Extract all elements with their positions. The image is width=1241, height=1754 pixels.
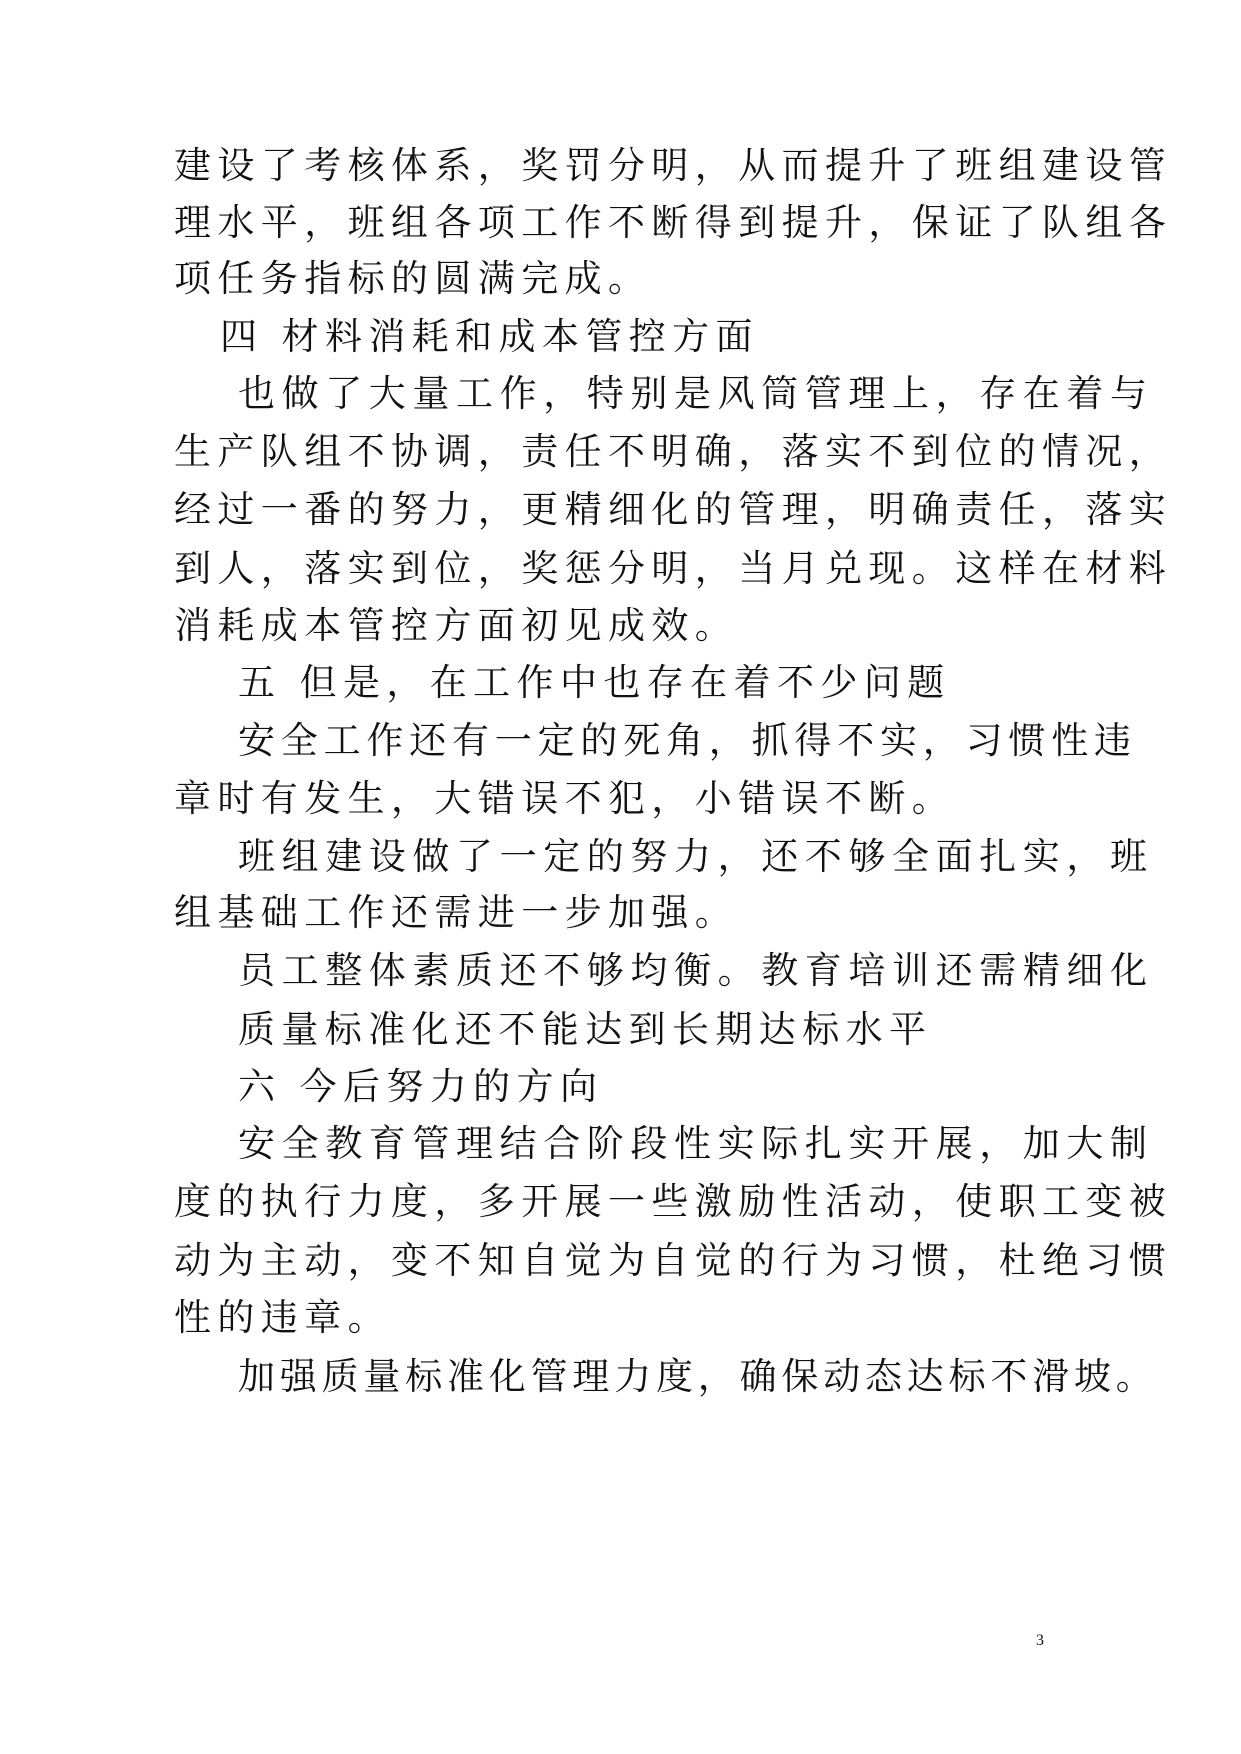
- text-line: 质量标准化还不能达到长期达标水平: [238, 1008, 933, 1051]
- text-line: 项任务指标的圆满完成。: [174, 257, 652, 300]
- text-line: 安全教育管理结合阶段性实际扎实开展，加大制: [238, 1122, 1154, 1165]
- text-line: 理水平，班组各项工作不断得到提升，保证了队组各: [174, 201, 1173, 244]
- section-heading: 六 今后努力的方向: [238, 1065, 604, 1108]
- text-line: 经过一番的努力，更精细化的管理，明确责任，落实: [174, 488, 1173, 531]
- text-line: 建设了考核体系，奖罚分明，从而提升了班组建设管: [174, 144, 1173, 187]
- text-line: 性的违章。: [174, 1296, 391, 1339]
- text-line: 组基础工作还需进一步加强。: [174, 891, 739, 934]
- text-line: 到人，落实到位，奖惩分明，当月兑现。这样在材料: [174, 547, 1173, 590]
- text-line: 也做了大量工作，特别是风筒管理上，存在着与: [238, 372, 1154, 415]
- text-line: 生产队组不协调，责任不明确，落实不到位的情况，: [174, 430, 1173, 473]
- section-heading: 四 材料消耗和成本管控方面: [220, 315, 759, 358]
- page-number: 3: [1036, 1632, 1044, 1649]
- text-line: 安全工作还有一定的死角，抓得不实，习惯性违: [238, 719, 1137, 762]
- text-line: 加强质量标准化管理力度，确保动态达标不滑坡。: [238, 1355, 1158, 1398]
- text-line: 章时有发生，大错误不犯，小错误不断。: [174, 777, 956, 820]
- text-line: 动为主动，变不知自觉为自觉的行为习惯，杜绝习惯: [174, 1239, 1173, 1282]
- text-line: 班组建设做了一定的努力，还不够全面扎实，班: [238, 835, 1154, 878]
- text-line: 度的执行力度，多开展一些激励性活动，使职工变被: [174, 1180, 1173, 1223]
- text-line: 员工整体素质还不够均衡。教育培训还需精细化: [238, 949, 1154, 992]
- section-heading: 五 但是，在工作中也存在着不少问题: [238, 661, 951, 704]
- text-line: 消耗成本管控方面初见成效。: [174, 604, 739, 647]
